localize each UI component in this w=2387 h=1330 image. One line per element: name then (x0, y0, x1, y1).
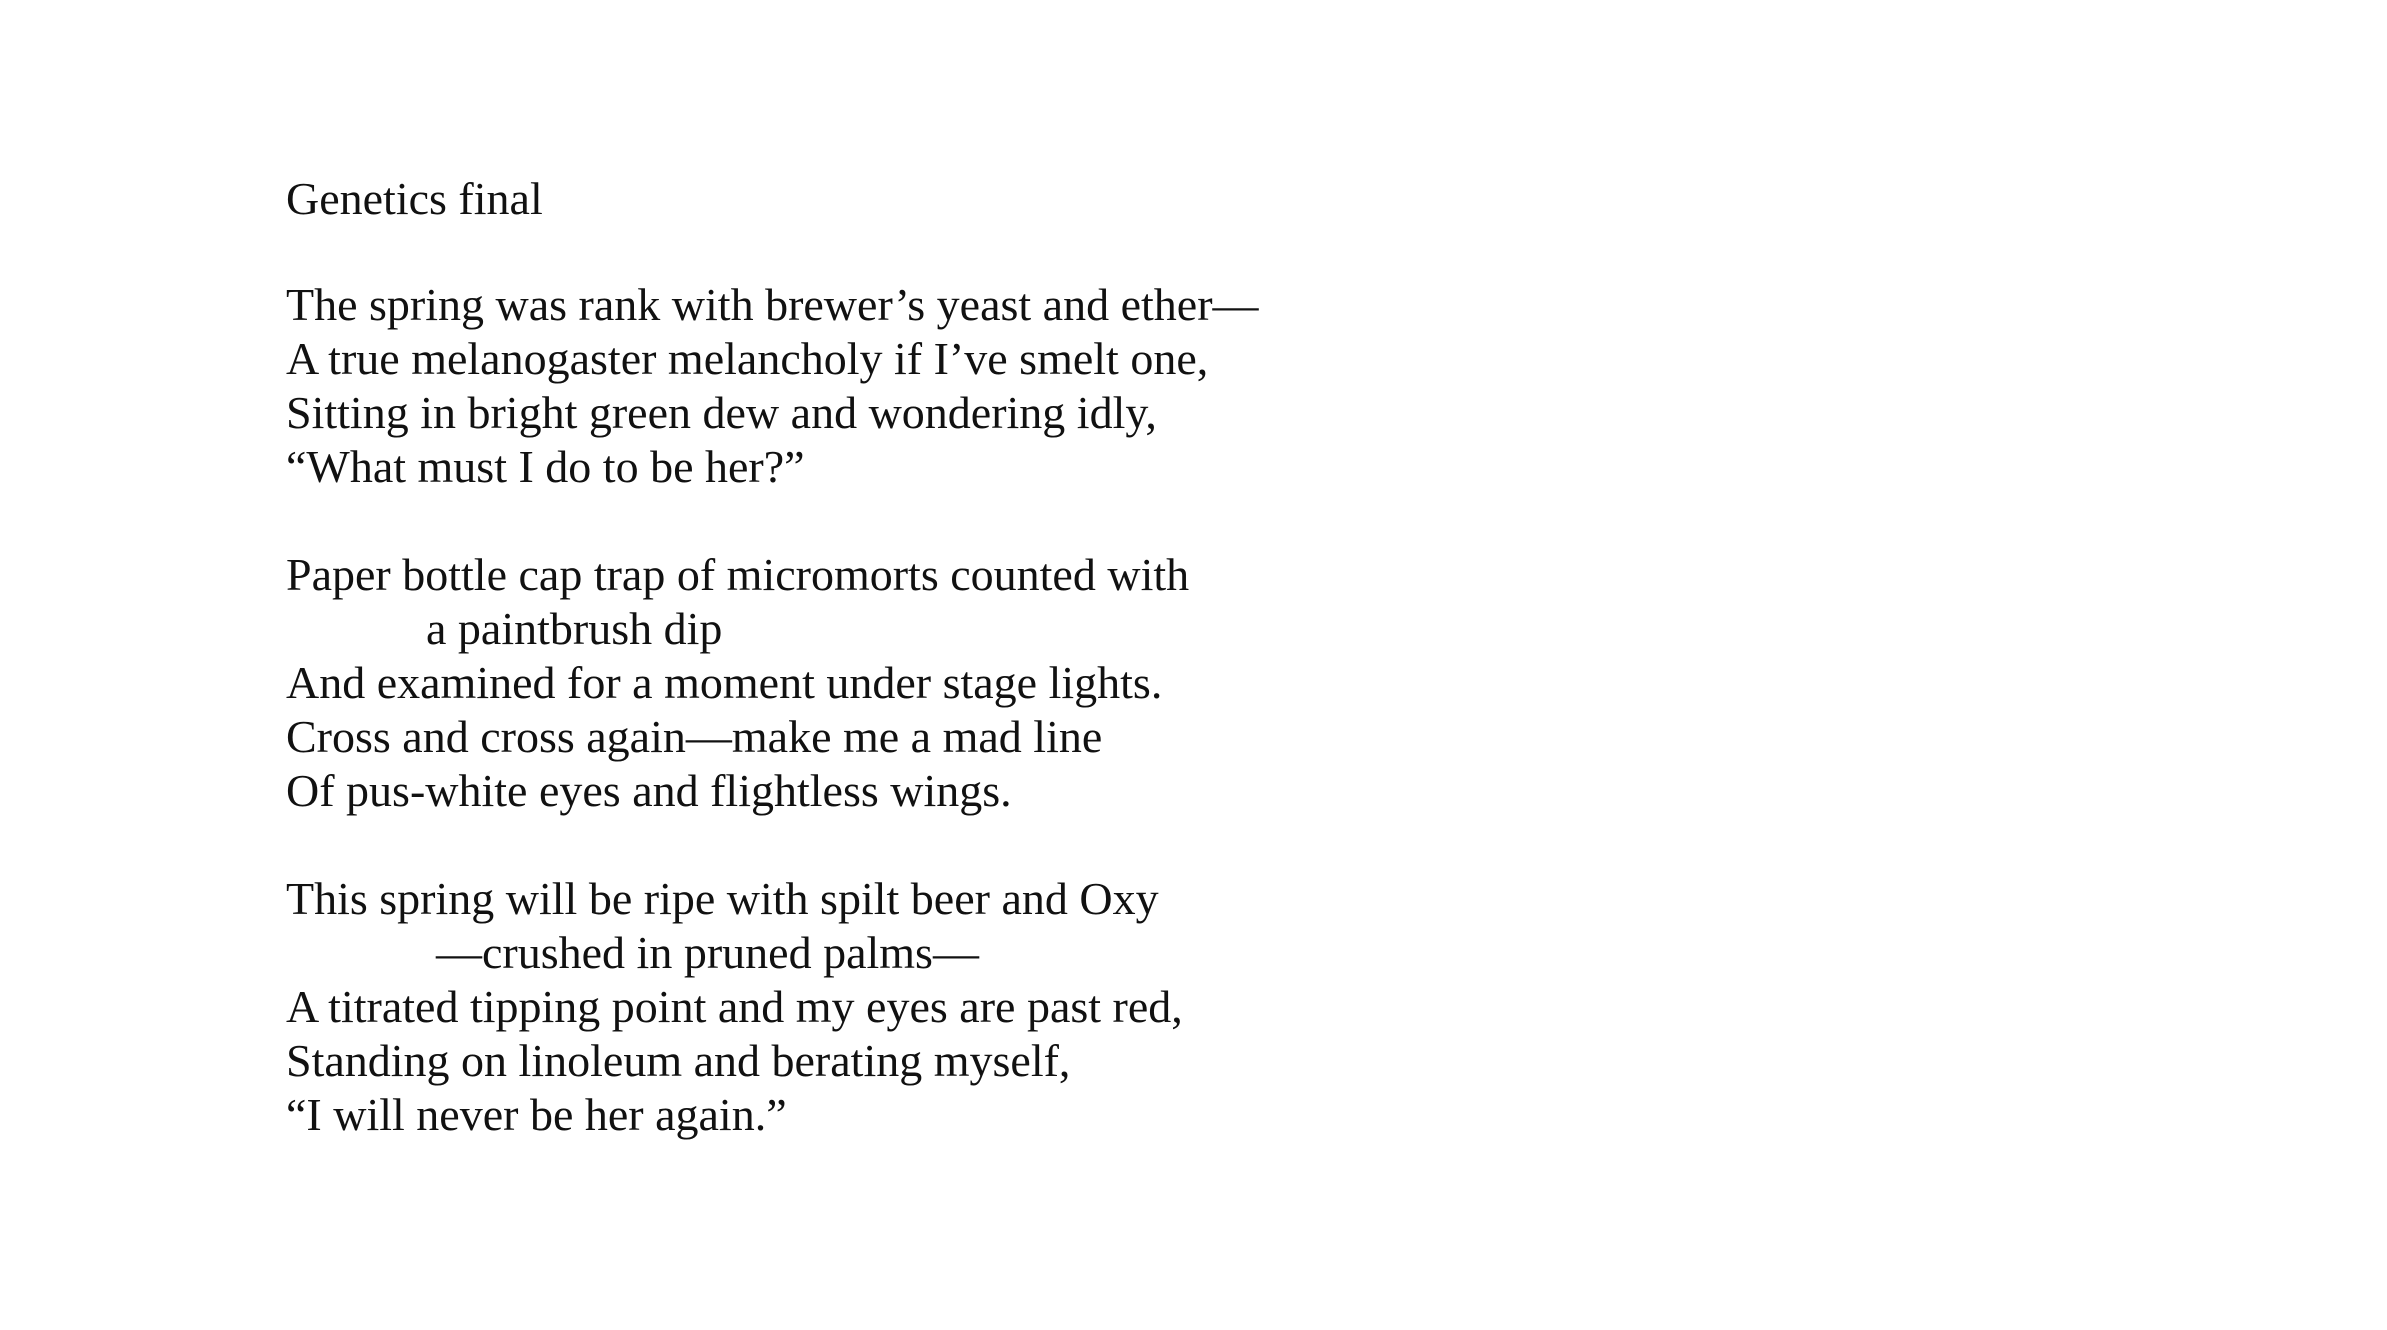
poem-line: Cross and cross again—make me a mad line (286, 711, 1103, 762)
poem-line: And examined for a moment under stage lights. (286, 657, 1163, 708)
poem-line: “What must I do to be her?” (286, 441, 805, 492)
poem-line: Standing on linoleum and berating myself, (286, 1035, 1071, 1086)
poem-line: A true melanogaster melancholy if I’ve smelt one, (286, 333, 1209, 384)
poem-line-indented: a paintbrush dip (426, 603, 723, 654)
stanza-spacing (286, 818, 1686, 872)
poem-line: A titrated tipping point and my eyes are past red, (286, 981, 1183, 1032)
poem-line: Paper bottle cap trap of micromorts counted with (286, 549, 1190, 600)
poem-line-indented: —crushed in pruned palms— (436, 927, 979, 978)
poem-title: Genetics final (286, 173, 543, 224)
poem-line: The spring was rank with brewer’s yeast and ether— (286, 279, 1259, 330)
title-spacing (286, 226, 1686, 278)
stanza-3 (286, 872, 1686, 1142)
stanza-2 (286, 548, 1686, 818)
poem (286, 172, 1686, 1142)
stanza-1 (286, 278, 1686, 494)
poem-line: This spring will be ripe with spilt beer and Oxy (286, 873, 1159, 924)
stanza-spacing (286, 494, 1686, 548)
poem-line: Of pus-white eyes and flightless wings. (286, 765, 1012, 816)
poem-line: Sitting in bright green dew and wondering idly, (286, 387, 1157, 438)
poem-line: “I will never be her again.” (286, 1089, 787, 1140)
